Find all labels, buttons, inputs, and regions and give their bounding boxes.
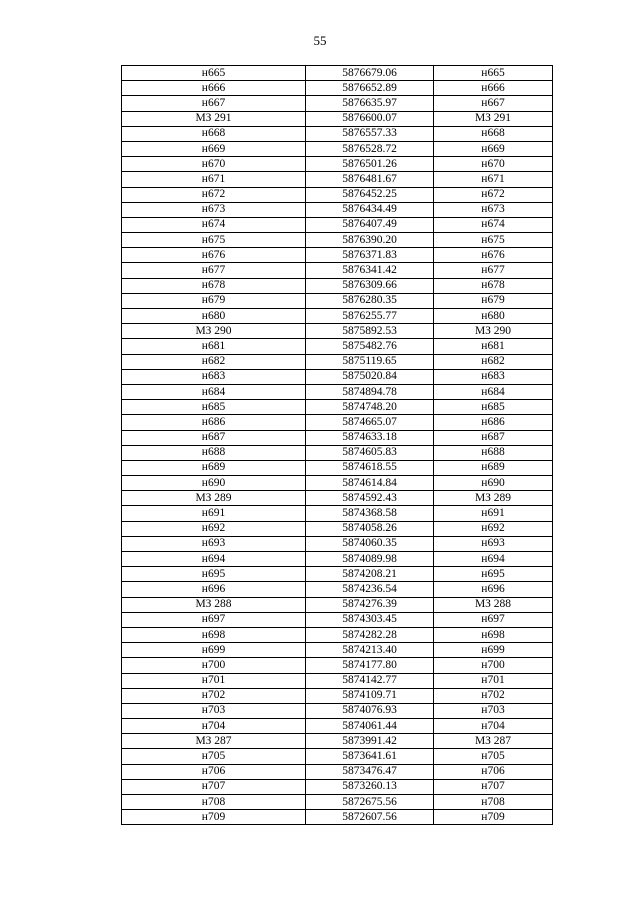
coordinate-cell: 5874633.18 xyxy=(306,430,434,445)
point-name-copy-cell: н685 xyxy=(434,400,553,415)
point-name-cell: н671 xyxy=(122,172,306,187)
point-name-cell: н697 xyxy=(122,612,306,627)
point-name-copy-cell: н698 xyxy=(434,627,553,642)
table-row xyxy=(122,66,553,81)
table-row xyxy=(122,263,553,278)
point-name-copy-cell: н679 xyxy=(434,293,553,308)
point-name-copy-cell: н674 xyxy=(434,217,553,232)
point-name-copy-cell: н665 xyxy=(434,66,553,81)
coordinate-cell: 5876452.25 xyxy=(306,187,434,202)
point-name-cell: МЗ 287 xyxy=(122,734,306,749)
coordinates-table-body xyxy=(122,66,553,825)
table-row xyxy=(122,141,553,156)
point-name-cell: н696 xyxy=(122,582,306,597)
point-name-copy-cell: н667 xyxy=(434,96,553,111)
table-row xyxy=(122,643,553,658)
point-name-cell: н687 xyxy=(122,430,306,445)
table-row xyxy=(122,460,553,475)
coordinate-cell: 5874303.45 xyxy=(306,612,434,627)
coordinate-cell: 5874282.28 xyxy=(306,627,434,642)
coordinate-cell: 5876371.83 xyxy=(306,248,434,263)
point-name-cell: н669 xyxy=(122,141,306,156)
coordinate-cell: 5874618.55 xyxy=(306,460,434,475)
coordinate-cell: 5876280.35 xyxy=(306,293,434,308)
point-name-cell: н683 xyxy=(122,369,306,384)
point-name-cell: н674 xyxy=(122,217,306,232)
table-row xyxy=(122,339,553,354)
table-row xyxy=(122,597,553,612)
point-name-cell: н688 xyxy=(122,445,306,460)
coordinate-cell: 5874058.26 xyxy=(306,521,434,536)
table-row xyxy=(122,734,553,749)
point-name-copy-cell: н708 xyxy=(434,795,553,810)
coordinate-cell: 5874605.83 xyxy=(306,445,434,460)
point-name-copy-cell: н688 xyxy=(434,445,553,460)
point-name-cell: МЗ 290 xyxy=(122,324,306,339)
coordinate-cell: 5874665.07 xyxy=(306,415,434,430)
point-name-cell: н675 xyxy=(122,233,306,248)
point-name-cell: н706 xyxy=(122,764,306,779)
point-name-cell: н672 xyxy=(122,187,306,202)
coordinate-cell: 5874592.43 xyxy=(306,491,434,506)
coordinate-cell: 5874894.78 xyxy=(306,384,434,399)
coordinates-table xyxy=(121,65,553,825)
coordinate-cell: 5874076.93 xyxy=(306,703,434,718)
table-row xyxy=(122,779,553,794)
point-name-copy-cell: н701 xyxy=(434,673,553,688)
table-row xyxy=(122,217,553,232)
coordinate-cell: 5876481.67 xyxy=(306,172,434,187)
point-name-copy-cell: н668 xyxy=(434,126,553,141)
point-name-cell: н680 xyxy=(122,309,306,324)
point-name-copy-cell: н703 xyxy=(434,703,553,718)
point-name-cell: н691 xyxy=(122,506,306,521)
coordinate-cell: 5876434.49 xyxy=(306,202,434,217)
coordinate-cell: 5872675.56 xyxy=(306,795,434,810)
table-row xyxy=(122,248,553,263)
coordinate-cell: 5874061.44 xyxy=(306,719,434,734)
point-name-copy-cell: МЗ 289 xyxy=(434,491,553,506)
point-name-copy-cell: н681 xyxy=(434,339,553,354)
table-row xyxy=(122,293,553,308)
table-row xyxy=(122,126,553,141)
table-row xyxy=(122,749,553,764)
table-row xyxy=(122,658,553,673)
point-name-copy-cell: н676 xyxy=(434,248,553,263)
table-row xyxy=(122,430,553,445)
coordinate-cell: 5873991.42 xyxy=(306,734,434,749)
point-name-copy-cell: н700 xyxy=(434,658,553,673)
point-name-cell: н682 xyxy=(122,354,306,369)
table-row xyxy=(122,567,553,582)
coordinate-cell: 5874208.21 xyxy=(306,567,434,582)
page-number: 55 xyxy=(313,33,327,48)
point-name-cell: МЗ 291 xyxy=(122,111,306,126)
table-row xyxy=(122,111,553,126)
coordinate-cell: 5876679.06 xyxy=(306,66,434,81)
point-name-cell: н704 xyxy=(122,719,306,734)
table-row xyxy=(122,764,553,779)
point-name-copy-cell: н704 xyxy=(434,719,553,734)
point-name-cell: н694 xyxy=(122,552,306,567)
point-name-cell: н667 xyxy=(122,96,306,111)
coordinate-cell: 5876407.49 xyxy=(306,217,434,232)
coordinate-cell: 5874109.71 xyxy=(306,688,434,703)
point-name-copy-cell: МЗ 290 xyxy=(434,324,553,339)
point-name-copy-cell: н675 xyxy=(434,233,553,248)
table-row xyxy=(122,673,553,688)
point-name-copy-cell: н696 xyxy=(434,582,553,597)
point-name-cell: н690 xyxy=(122,476,306,491)
point-name-copy-cell: н690 xyxy=(434,476,553,491)
point-name-copy-cell: н687 xyxy=(434,430,553,445)
point-name-cell: н666 xyxy=(122,81,306,96)
coordinate-cell: 5876557.33 xyxy=(306,126,434,141)
point-name-cell: н676 xyxy=(122,248,306,263)
point-name-cell: н679 xyxy=(122,293,306,308)
table-row xyxy=(122,703,553,718)
point-name-cell: н677 xyxy=(122,263,306,278)
point-name-copy-cell: н678 xyxy=(434,278,553,293)
point-name-copy-cell: МЗ 291 xyxy=(434,111,553,126)
point-name-copy-cell: МЗ 288 xyxy=(434,597,553,612)
table-row xyxy=(122,491,553,506)
point-name-copy-cell: н673 xyxy=(434,202,553,217)
point-name-copy-cell: н693 xyxy=(434,536,553,551)
table-row xyxy=(122,157,553,172)
coordinate-cell: 5876390.20 xyxy=(306,233,434,248)
point-name-cell: н686 xyxy=(122,415,306,430)
point-name-copy-cell: н694 xyxy=(434,552,553,567)
coordinate-cell: 5874060.35 xyxy=(306,536,434,551)
point-name-copy-cell: н692 xyxy=(434,521,553,536)
point-name-cell: н673 xyxy=(122,202,306,217)
point-name-cell: н701 xyxy=(122,673,306,688)
table-row xyxy=(122,384,553,399)
point-name-copy-cell: н706 xyxy=(434,764,553,779)
coordinate-cell: 5874368.58 xyxy=(306,506,434,521)
point-name-cell: н707 xyxy=(122,779,306,794)
table-row xyxy=(122,309,553,324)
table-row xyxy=(122,536,553,551)
table-row xyxy=(122,324,553,339)
point-name-cell: н700 xyxy=(122,658,306,673)
point-name-cell: н668 xyxy=(122,126,306,141)
table-row xyxy=(122,369,553,384)
point-name-copy-cell: н691 xyxy=(434,506,553,521)
point-name-copy-cell: н682 xyxy=(434,354,553,369)
table-row xyxy=(122,506,553,521)
table-row xyxy=(122,719,553,734)
coordinate-cell: 5874748.20 xyxy=(306,400,434,415)
coordinate-cell: 5875892.53 xyxy=(306,324,434,339)
coordinate-cell: 5876341.42 xyxy=(306,263,434,278)
point-name-cell: н708 xyxy=(122,795,306,810)
table-row xyxy=(122,552,553,567)
coordinate-cell: 5876255.77 xyxy=(306,309,434,324)
point-name-copy-cell: н702 xyxy=(434,688,553,703)
point-name-copy-cell: н705 xyxy=(434,749,553,764)
table-row xyxy=(122,354,553,369)
table-row xyxy=(122,233,553,248)
table-row xyxy=(122,172,553,187)
coordinate-cell: 5876501.26 xyxy=(306,157,434,172)
point-name-copy-cell: н697 xyxy=(434,612,553,627)
table-row xyxy=(122,415,553,430)
point-name-cell: н689 xyxy=(122,460,306,475)
coordinate-cell: 5876635.97 xyxy=(306,96,434,111)
table-row xyxy=(122,688,553,703)
table-row xyxy=(122,476,553,491)
coordinate-cell: 5876652.89 xyxy=(306,81,434,96)
point-name-cell: н698 xyxy=(122,627,306,642)
point-name-copy-cell: н707 xyxy=(434,779,553,794)
point-name-cell: МЗ 288 xyxy=(122,597,306,612)
point-name-cell: н684 xyxy=(122,384,306,399)
coordinate-cell: 5872607.56 xyxy=(306,810,434,825)
point-name-copy-cell: н671 xyxy=(434,172,553,187)
point-name-copy-cell: н689 xyxy=(434,460,553,475)
point-name-copy-cell: н680 xyxy=(434,309,553,324)
point-name-cell: н693 xyxy=(122,536,306,551)
coordinate-cell: 5873260.13 xyxy=(306,779,434,794)
table-row xyxy=(122,81,553,96)
table-row xyxy=(122,278,553,293)
point-name-cell: н703 xyxy=(122,703,306,718)
point-name-cell: н685 xyxy=(122,400,306,415)
coordinate-cell: 5876600.07 xyxy=(306,111,434,126)
point-name-copy-cell: н666 xyxy=(434,81,553,96)
table-row xyxy=(122,96,553,111)
point-name-copy-cell: н670 xyxy=(434,157,553,172)
table-row xyxy=(122,202,553,217)
point-name-copy-cell: н683 xyxy=(434,369,553,384)
point-name-cell: н681 xyxy=(122,339,306,354)
table-row xyxy=(122,582,553,597)
point-name-cell: н670 xyxy=(122,157,306,172)
table-row xyxy=(122,187,553,202)
point-name-cell: н678 xyxy=(122,278,306,293)
point-name-copy-cell: н669 xyxy=(434,141,553,156)
point-name-cell: н692 xyxy=(122,521,306,536)
coordinate-cell: 5874236.54 xyxy=(306,582,434,597)
coordinate-cell: 5874142.77 xyxy=(306,673,434,688)
point-name-cell: н705 xyxy=(122,749,306,764)
table-row xyxy=(122,521,553,536)
coordinate-cell: 5875482.76 xyxy=(306,339,434,354)
table-row xyxy=(122,795,553,810)
coordinate-cell: 5875119.65 xyxy=(306,354,434,369)
coordinate-cell: 5873476.47 xyxy=(306,764,434,779)
coordinate-cell: 5876309.66 xyxy=(306,278,434,293)
coordinate-cell: 5873641.61 xyxy=(306,749,434,764)
coordinate-cell: 5874177.80 xyxy=(306,658,434,673)
coordinate-cell: 5874213.40 xyxy=(306,643,434,658)
table-row xyxy=(122,627,553,642)
point-name-copy-cell: н699 xyxy=(434,643,553,658)
point-name-cell: н665 xyxy=(122,66,306,81)
point-name-cell: н702 xyxy=(122,688,306,703)
point-name-copy-cell: н686 xyxy=(434,415,553,430)
point-name-cell: МЗ 289 xyxy=(122,491,306,506)
point-name-copy-cell: н677 xyxy=(434,263,553,278)
table-row xyxy=(122,612,553,627)
point-name-copy-cell: н684 xyxy=(434,384,553,399)
point-name-copy-cell: МЗ 287 xyxy=(434,734,553,749)
point-name-copy-cell: н672 xyxy=(434,187,553,202)
coordinate-cell: 5876528.72 xyxy=(306,141,434,156)
coordinate-cell: 5874089.98 xyxy=(306,552,434,567)
coordinate-cell: 5874614.84 xyxy=(306,476,434,491)
table-row xyxy=(122,445,553,460)
point-name-copy-cell: н709 xyxy=(434,810,553,825)
point-name-cell: н695 xyxy=(122,567,306,582)
coordinate-cell: 5875020.84 xyxy=(306,369,434,384)
point-name-cell: н699 xyxy=(122,643,306,658)
point-name-copy-cell: н695 xyxy=(434,567,553,582)
table-row xyxy=(122,400,553,415)
coordinate-cell: 5874276.39 xyxy=(306,597,434,612)
point-name-cell: н709 xyxy=(122,810,306,825)
table-row xyxy=(122,810,553,825)
